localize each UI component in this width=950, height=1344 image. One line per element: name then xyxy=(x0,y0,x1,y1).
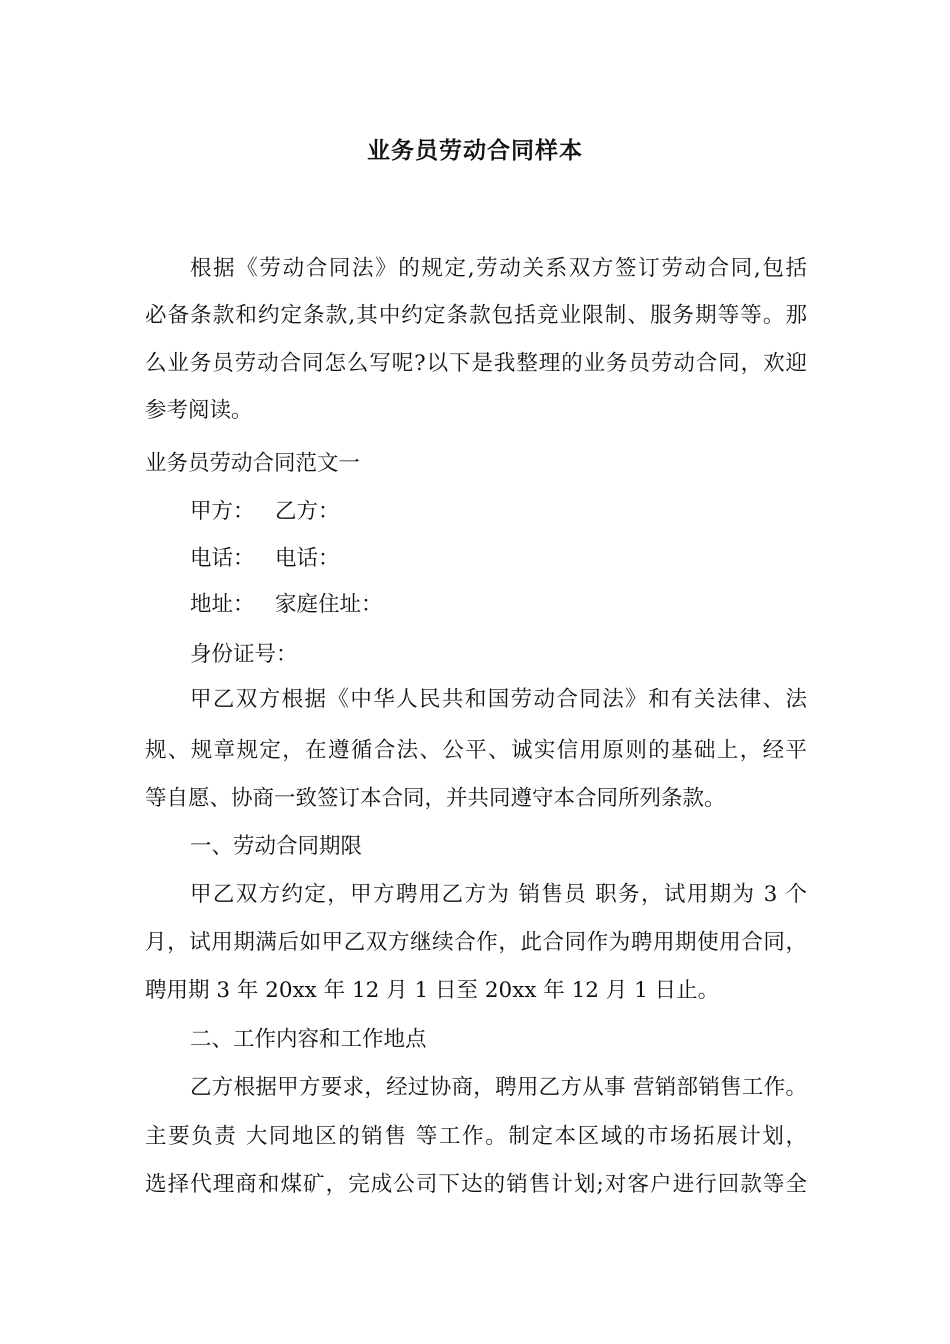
party-line: 甲方： 乙方： xyxy=(190,499,340,524)
id-number-line: 身份证号： xyxy=(190,642,298,667)
paragraph-line: 等自愿、协商一致签订本合同，并共同遵守本合同所列条款。 xyxy=(145,786,726,811)
paragraph-line: 必备条款和约定条款,其中约定条款包括竞业限制、服务期等等。那 xyxy=(145,303,807,328)
paragraph-line: 甲乙双方根据《中华人民共和国劳动合同法》和有关法律、法 xyxy=(190,687,807,712)
section-heading: 业务员劳动合同范文一 xyxy=(145,451,361,476)
paragraph-line: 参考阅读。 xyxy=(145,398,253,423)
document-title: 业务员劳动合同样本 xyxy=(367,138,583,164)
paragraph-line: 乙方根据甲方要求，经过协商，聘用乙方从事 营销部销售工作。 xyxy=(190,1075,807,1100)
paragraph-line: 选择代理商和煤矿，完成公司下达的销售计划;对客户进行回款等全 xyxy=(145,1172,807,1197)
paragraph-line: 规、规章规定，在遵循合法、公平、诚实信用原则的基础上，经平 xyxy=(145,738,807,763)
paragraph-line: 根据《劳动合同法》的规定,劳动关系双方签订劳动合同,包括 xyxy=(190,256,807,281)
paragraph-line: 月，试用期满后如甲乙双方继续合作，此合同作为聘用期使用合同， xyxy=(145,930,807,955)
paragraph-line: 么业务员劳动合同怎么写呢?以下是我整理的业务员劳动合同，欢迎 xyxy=(145,351,807,376)
paragraph-line: 甲乙双方约定，甲方聘用乙方为 销售员 职务，试用期为 3 个 xyxy=(190,882,807,907)
clause-heading: 一、劳动合同期限 xyxy=(190,834,363,859)
phone-line: 电话： 电话： xyxy=(190,546,340,571)
clause-heading: 二、工作内容和工作地点 xyxy=(190,1027,427,1052)
paragraph-line: 主要负责 大同地区的销售 等工作。制定本区域的市场拓展计划， xyxy=(145,1124,807,1149)
address-line: 地址： 家庭住址： xyxy=(190,592,383,617)
paragraph-line: 聘用期 3 年 20xx 年 12 月 1 日至 20xx 年 12 月 1 日止。 xyxy=(145,978,720,1003)
